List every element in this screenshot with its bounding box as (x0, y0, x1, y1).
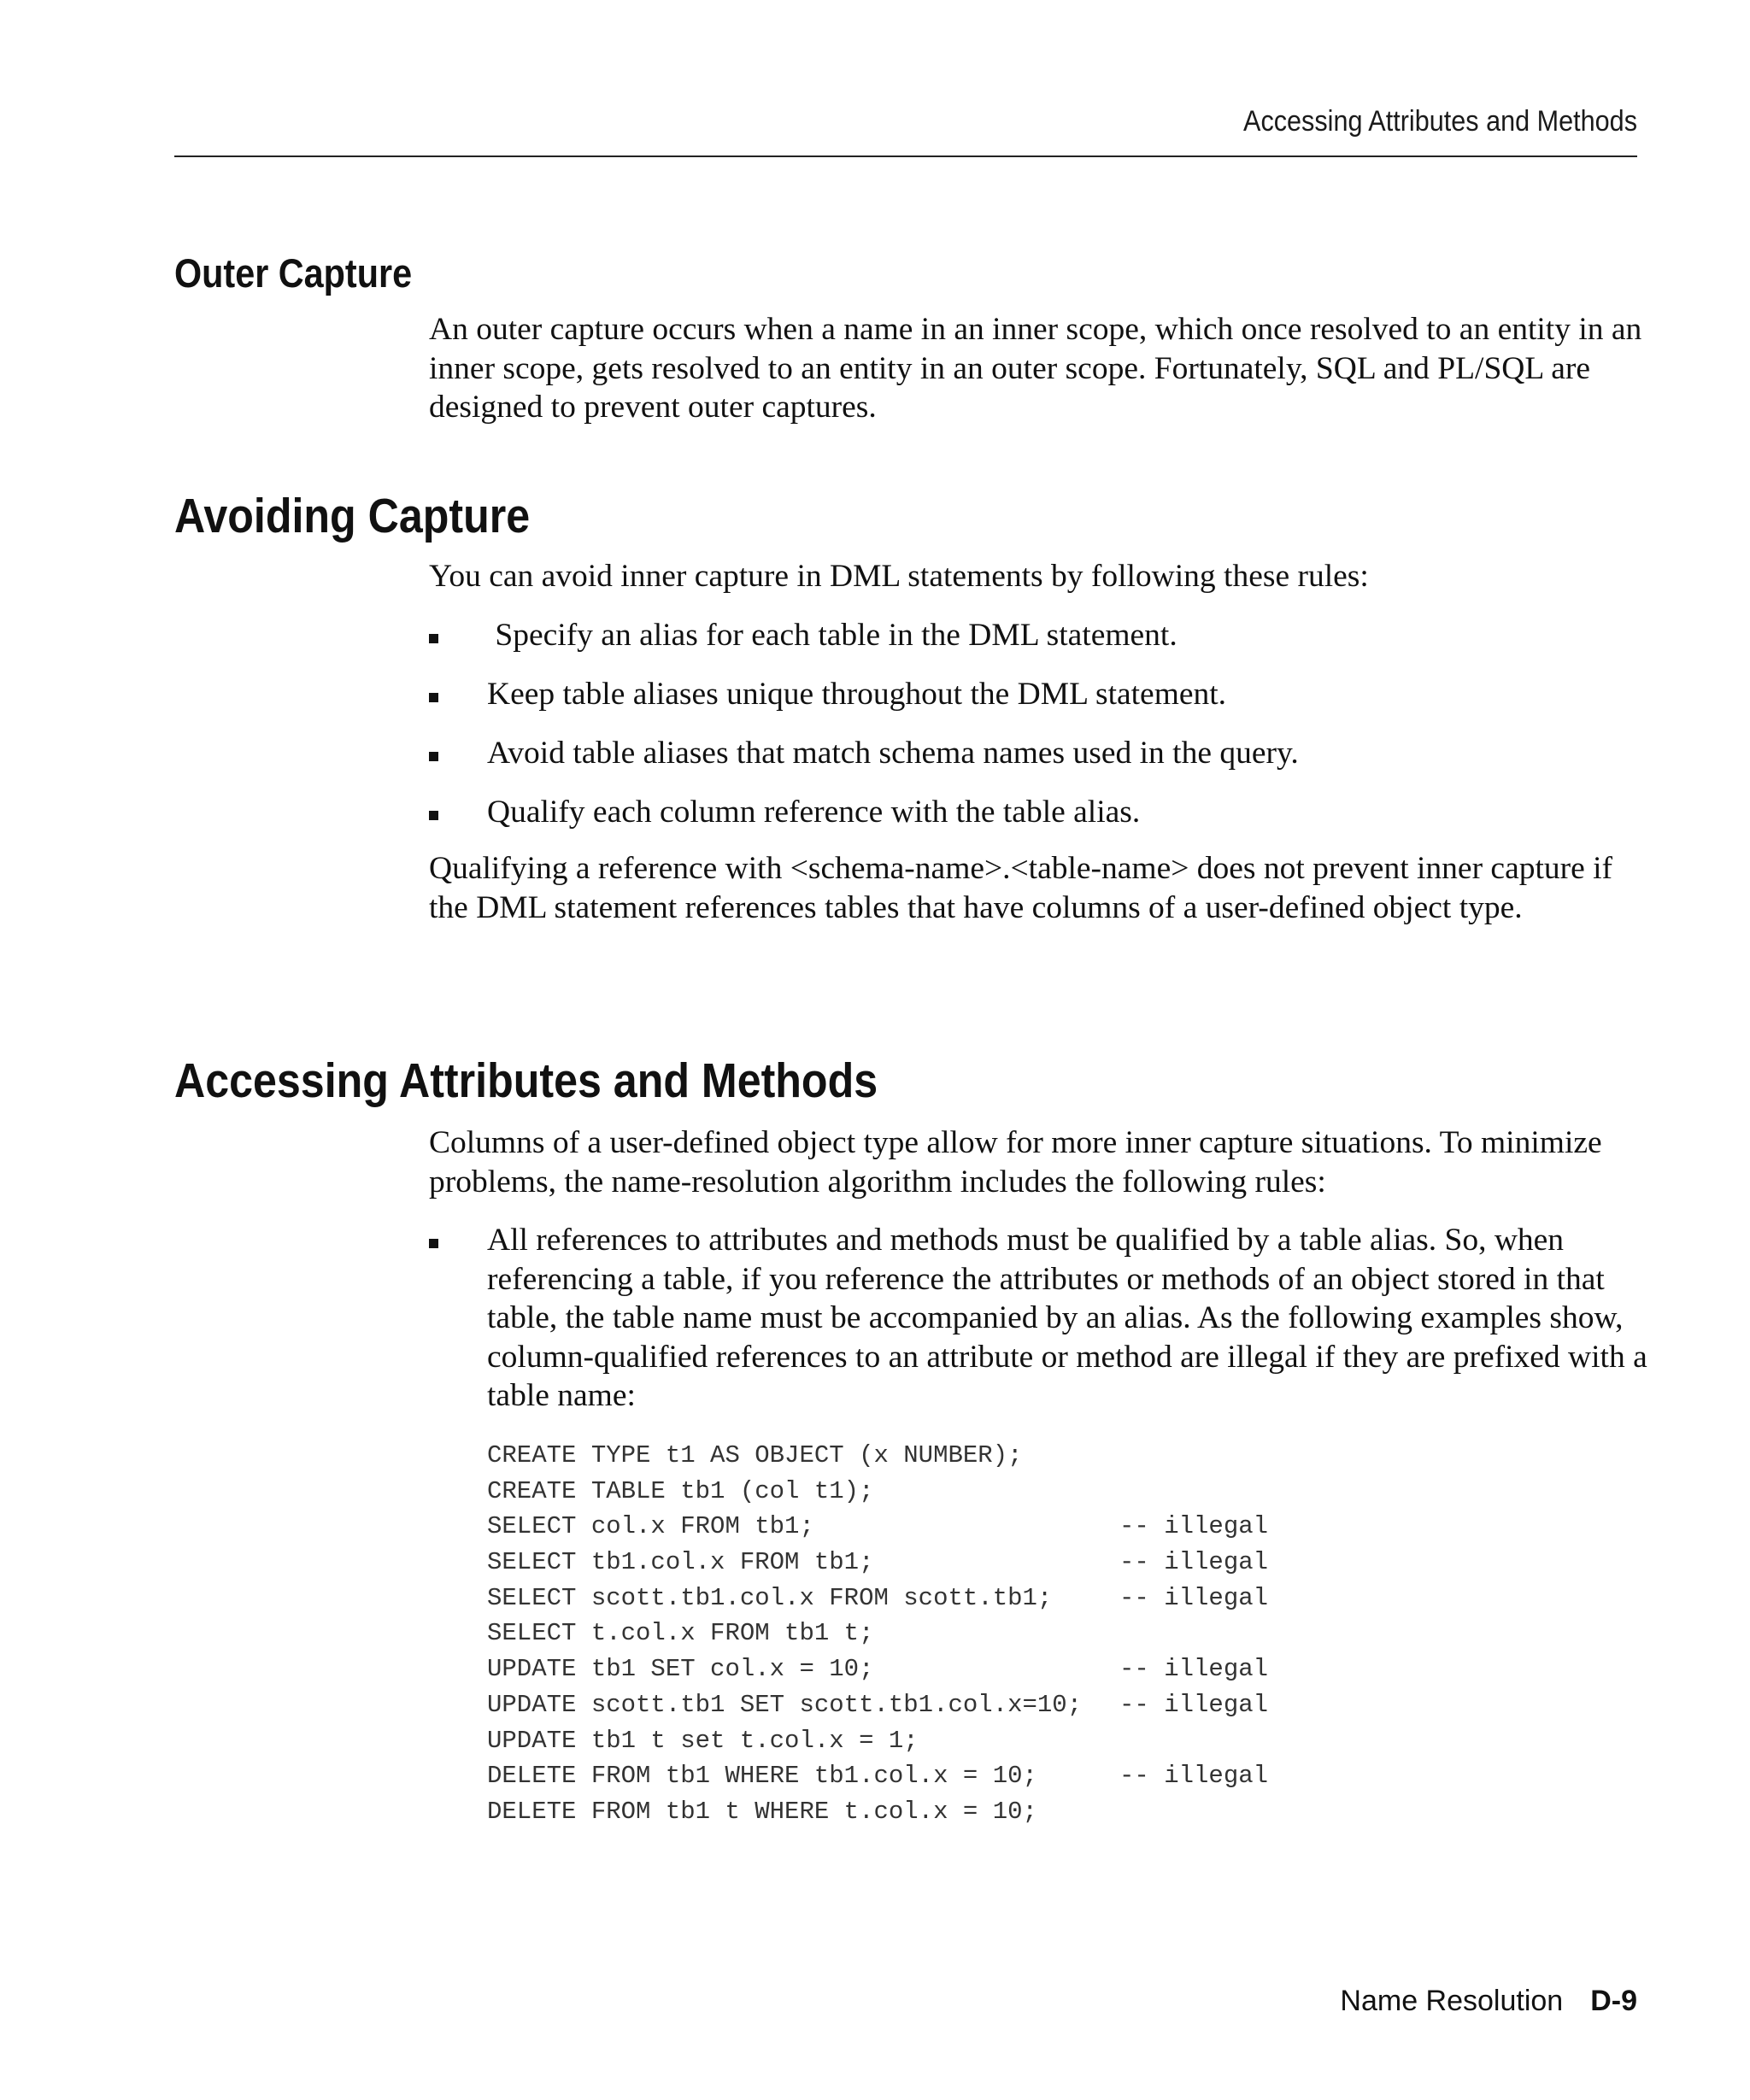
footer-page-number: D-9 (1590, 1985, 1637, 2017)
header-divider (174, 155, 1637, 157)
list-item-text: Specify an alias for each table in the DML statement. (487, 618, 1177, 653)
heading-accessing-attributes: Accessing Attributes and Methods (174, 1053, 878, 1108)
code-example (487, 1438, 1269, 1830)
code-line (487, 1651, 1269, 1687)
code-line (487, 1438, 1082, 1474)
code-statement: DELETE FROM tb1 WHERE tb1.col.x = 10; (487, 1762, 1037, 1791)
bullet-square-icon (429, 811, 438, 820)
bullet-square-icon (429, 693, 438, 702)
list-item-text: All references to attributes and methods must be qualified by a table alias. So, when referencing a table, if you reference the attributes or methods of an object stored in that table, the table name must be accompanied by an alias. As the following examples show, column-qualified references to an attribute or method are illegal if they are prefixed with a table name: (487, 1223, 1647, 1413)
code-comment: -- illegal (1119, 1655, 1269, 1684)
paragraph-outer-capture: An outer capture occurs when a name in an inner scope, which once resolved to an entity in an inner scope, gets resolved to an entity in an outer scope. Fortunately, SQL and PL/SQL are designed to prevent outer captures. (429, 312, 1642, 425)
page-footer (0, 1984, 1637, 2018)
footer-chapter-title: Name Resolution (1340, 1985, 1564, 2017)
code-statement: SELECT col.x FROM tb1; (487, 1512, 814, 1541)
list-item-text: Keep table aliases unique throughout the DML statement. (487, 677, 1227, 712)
running-header: Accessing Attributes and Methods (1243, 105, 1637, 138)
code-statement: SELECT scott.tb1.col.x FROM scott.tb1; (487, 1583, 1053, 1612)
bullet-square-icon (429, 634, 438, 643)
code-statement: SELECT t.col.x FROM tb1 t; (487, 1619, 874, 1648)
list-item (429, 1221, 1651, 1416)
list-item (429, 793, 1651, 852)
heading-outer-capture: Outer Capture (174, 250, 413, 296)
code-line (487, 1794, 1082, 1830)
code-statement: CREATE TABLE tb1 (col t1); (487, 1476, 874, 1505)
code-line (487, 1509, 1269, 1545)
list-item-text: Qualify each column reference with the table alias. (487, 795, 1141, 830)
code-comment: -- illegal (1119, 1512, 1269, 1541)
code-comment: -- illegal (1119, 1690, 1269, 1719)
code-statement: DELETE FROM tb1 t WHERE t.col.x = 10; (487, 1797, 1037, 1826)
code-line (487, 1758, 1269, 1794)
code-line (487, 1687, 1269, 1723)
code-line (487, 1616, 1082, 1651)
list-item (429, 734, 1651, 793)
bullet-square-icon (429, 752, 438, 761)
code-line (487, 1545, 1269, 1581)
list-item (429, 616, 1651, 675)
code-statement: UPDATE scott.tb1 SET scott.tb1.col.x=10; (487, 1690, 1083, 1719)
code-statement: CREATE TYPE t1 AS OBJECT (x NUMBER); (487, 1441, 1023, 1469)
code-comment: -- illegal (1119, 1548, 1269, 1577)
code-statement: SELECT tb1.col.x FROM tb1; (487, 1548, 874, 1577)
code-comment: -- illegal (1119, 1583, 1269, 1612)
paragraph-qualifying-note: Qualifying a reference with <schema-name>.<table-name> does not prevent inner capture if the DML statement references tables that have columns of a user-defined object type. (429, 851, 1613, 925)
avoid-capture-rules-list (429, 616, 1651, 852)
code-statement: UPDATE tb1 SET col.x = 10; (487, 1655, 874, 1684)
paragraph-avoiding-intro: You can avoid inner capture in DML statements by following these rules: (429, 559, 1369, 594)
code-comment: -- illegal (1119, 1762, 1269, 1791)
code-statement: UPDATE tb1 t set t.col.x = 1; (487, 1726, 919, 1755)
accessing-rules-list (429, 1221, 1651, 1416)
list-item-text: Avoid table aliases that match schema names used in the query. (487, 736, 1299, 771)
code-line (487, 1581, 1269, 1616)
code-line (487, 1474, 1082, 1510)
paragraph-accessing-intro: Columns of a user-defined object type allow for more inner capture situations. To minimize problems, the name-resolution algorithm includes the following rules: (429, 1125, 1602, 1200)
list-item (429, 675, 1651, 734)
heading-avoiding-capture: Avoiding Capture (174, 489, 531, 543)
code-line (487, 1723, 1082, 1759)
bullet-square-icon (429, 1239, 438, 1248)
